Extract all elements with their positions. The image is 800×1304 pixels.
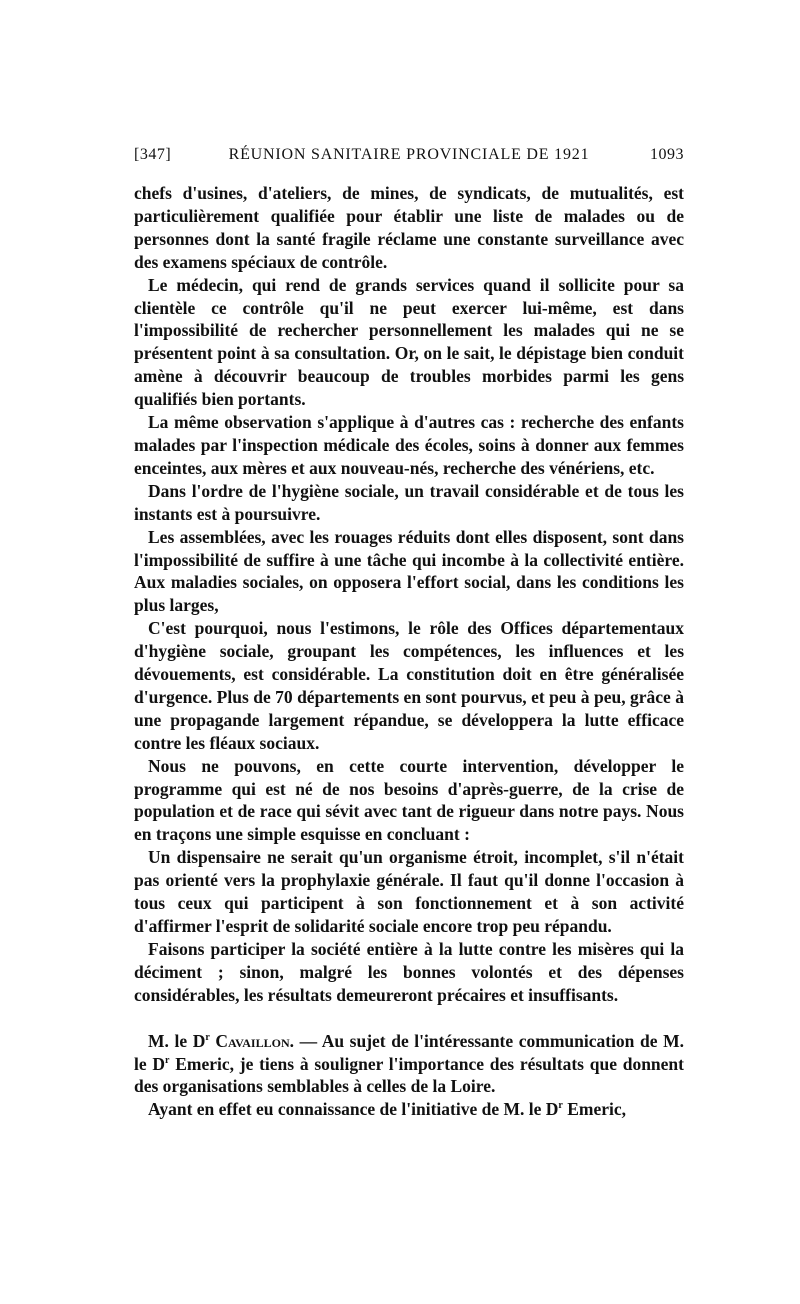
page-number: 1093: [650, 146, 684, 163]
discussion-paragraph: [134, 1030, 684, 1099]
header-reference: [347]: [134, 146, 172, 163]
speaker-prefix: M. le D: [148, 1030, 206, 1051]
paragraph: C'est pourquoi, nous l'estimons, le rôle des Offices départementaux d'hygiène sociale, groupant les compétences, les influences et les dévouements, est considérable. La constitution doit en être généralisée d'urgence. Plus de 70 départements en sont pourvus, et peu à peu, grâce à une propagande largement répandue, se développera la lutte efficace contre les fléaux sociaux.: [134, 618, 684, 753]
running-header: [134, 146, 684, 168]
discussion-text: Emeric,: [562, 1099, 627, 1120]
header-title: RÉUNION SANITAIRE PROVINCIALE DE 1921: [228, 146, 590, 163]
title-sup: r: [165, 1054, 170, 1066]
paragraph: Le médecin, qui rend de grands services quand il sollicite pour sa clientèle ce contrôle qu'il ne peut exercer lui-même, est dans l'impossibilité de rechercher personnellement les malades qui ne se présentent point à sa consultation. Or, on le sait, le dépistage bien conduit amène à découvrir beaucoup de troubles morbides parmi les gens qualifiés bien portants.: [134, 274, 684, 410]
discussion-text: — Au sujet de l'intéressante communication de M. le D: [134, 1030, 684, 1074]
paragraph: Nous ne pouvons, en cette courte intervention, développer le programme qui est né de nos besoins d'après-guerre, de la crise de population et de race qui sévit avec tant de rigueur dans notre pays. Nous en traçons une simple esquisse en concluant :: [134, 755, 684, 845]
paragraph: Dans l'ordre de l'hygiène sociale, un travail considérable et de tous les instants est à poursuivre.: [134, 480, 684, 524]
discussion-text: Emeric, je tiens à souligner l'importance des résultats que donnent des organisations semblables à celles de la Loire.: [134, 1053, 684, 1097]
paragraph: Les assemblées, avec les rouages réduits dont elles disposent, sont dans l'impossibilité de suffire à une tâche qui incombe à la collectivité entière. Aux maladies sociales, on opposera l'effort social, dans les conditions les plus larges,: [134, 526, 684, 616]
speaker-title-sup: r: [205, 1031, 210, 1043]
title-sup: r: [558, 1100, 563, 1112]
paragraph: Faisons participer la société entière à la lutte contre les misères qui la déciment ; sinon, malgré les bonnes volontés et des dépenses considérables, les résultats demeureront précaires et insuffisants.: [134, 938, 684, 1005]
paragraph: chefs d'usines, d'ateliers, de mines, de syndicats, de mutualités, est particulièrement qualifiée pour établir une liste de malades ou de personnes dont la santé fragile réclame une constante surveillance avec des examens spéciaux de contrôle.: [134, 183, 684, 272]
paragraph: La même observation s'applique à d'autres cas : recherche des enfants malades par l'inspection médicale des écoles, soins à donner aux femmes enceintes, aux mères et aux nouveau-nés, recherche des vénériens, etc.: [134, 412, 684, 478]
paragraph: Un dispensaire ne serait qu'un organisme étroit, incomplet, s'il n'était pas orienté vers la prophylaxie générale. Il faut qu'il donne l'occasion à tous ceux qui participent à son fonctionnement et à son activité d'affirmer l'esprit de solidarité sociale encore trop peu répandu.: [134, 847, 684, 936]
speaker-name: Cavaillon.: [215, 1030, 294, 1051]
discussion-text: Ayant en effet eu connaissance de l'initiative de M. le D: [148, 1099, 559, 1120]
body-text: [134, 182, 684, 1121]
discussion-paragraph: [134, 1098, 684, 1121]
